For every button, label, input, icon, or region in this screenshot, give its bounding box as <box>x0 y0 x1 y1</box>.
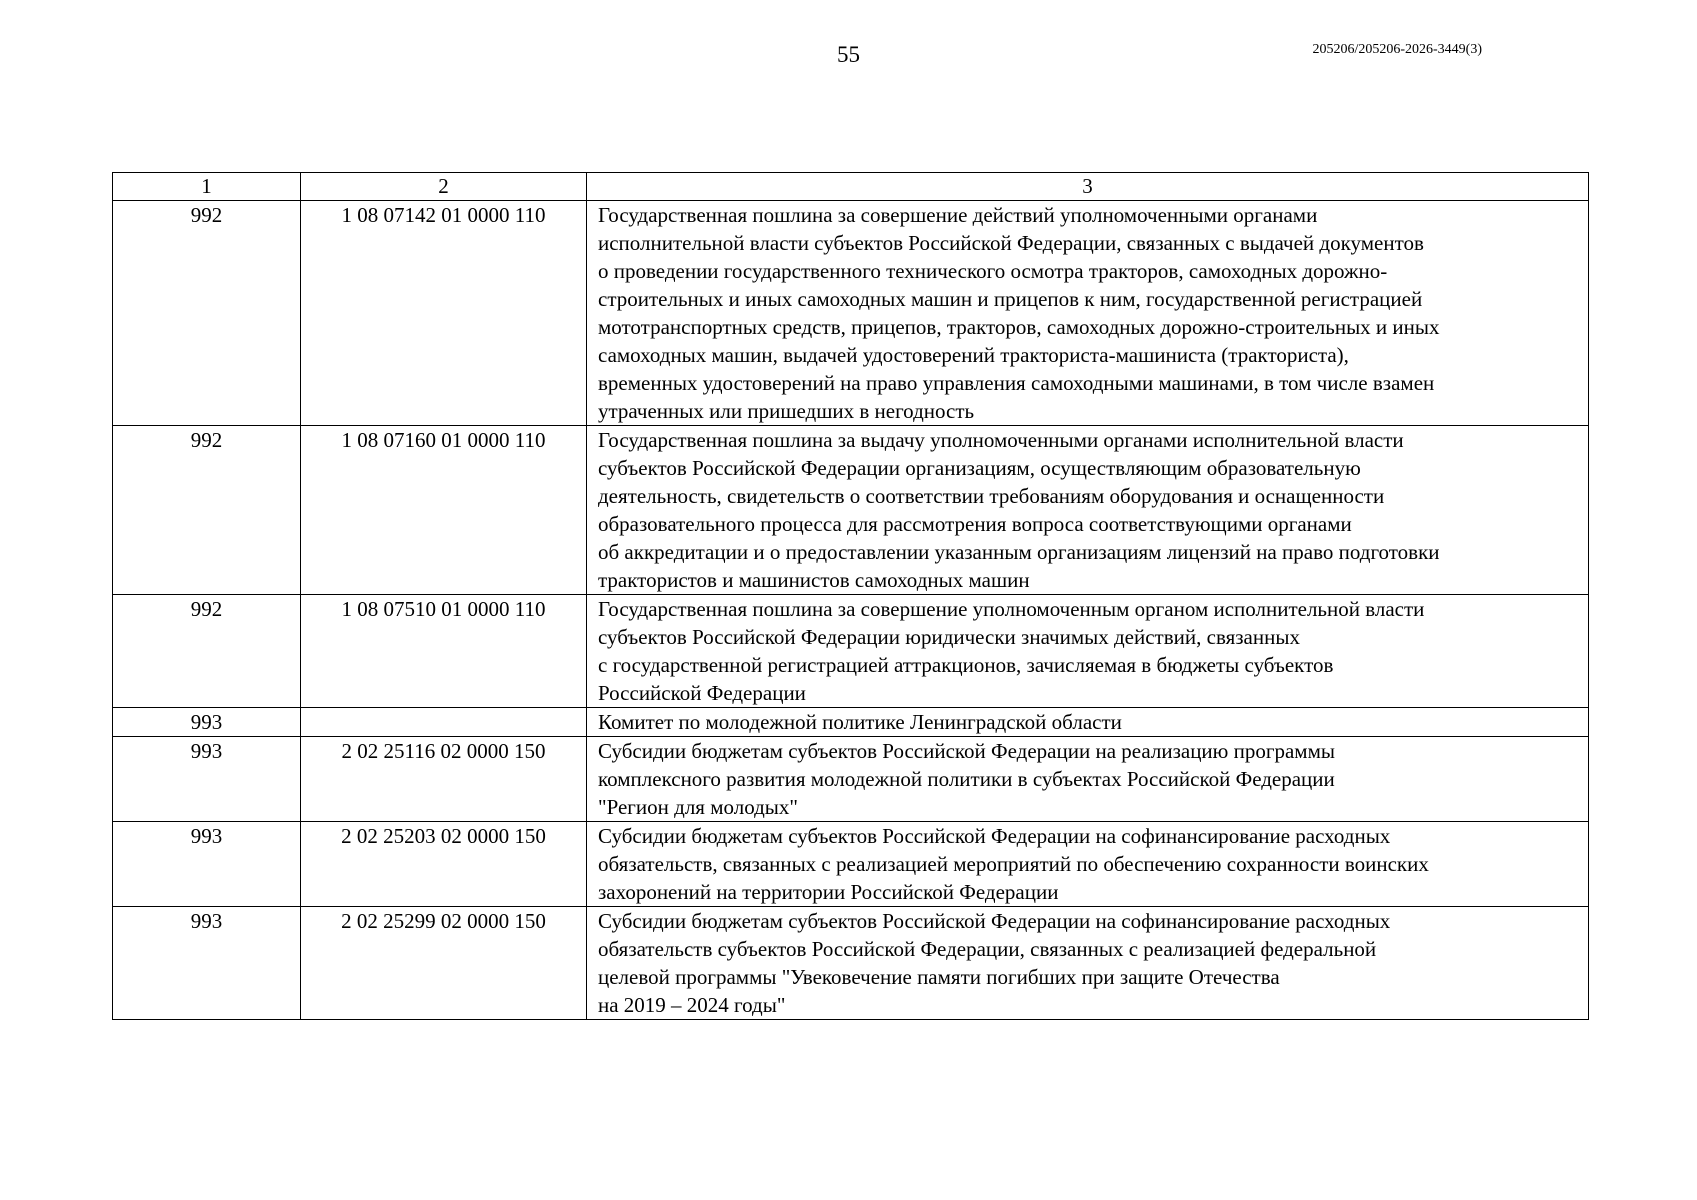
description-line: "Регион для молодых" <box>598 795 798 819</box>
description-line: обязательств субъектов Российской Федерации, связанных с реализацией федеральной <box>598 937 1377 961</box>
income-code-cell <box>301 708 587 737</box>
table-row <box>113 595 1589 708</box>
description-line: Субсидии бюджетам субъектов Российской Федерации на софинансирование расходных <box>598 824 1391 848</box>
income-code-cell: 2 02 25203 02 0000 150 <box>301 822 587 907</box>
table-row <box>113 822 1589 907</box>
budget-income-table <box>112 172 1589 1020</box>
column-header-1: 1 <box>113 173 301 201</box>
description-line: целевой программы "Увековечение памяти погибших при защите Отечества <box>598 965 1280 989</box>
table-row <box>113 708 1589 737</box>
income-description-cell <box>587 907 1589 1020</box>
description-line: захоронений на территории Российской Федерации <box>598 880 1059 904</box>
description-line: Государственная пошлина за выдачу уполномоченными органами исполнительной власти <box>598 428 1404 452</box>
admin-code-cell: 993 <box>113 708 301 737</box>
description-line: Российской Федерации <box>598 681 806 705</box>
description-line: Субсидии бюджетам субъектов Российской Федерации на реализацию программы <box>598 739 1335 763</box>
description-line: утраченных или пришедших в негодность <box>598 399 975 423</box>
table-row <box>113 201 1589 426</box>
description-line: Комитет по молодежной политике Ленинградской области <box>598 710 1122 734</box>
admin-code-cell: 992 <box>113 595 301 708</box>
description-line: мототранспортных средств, прицепов, тракторов, самоходных дорожно-строительных и иных <box>598 315 1440 339</box>
income-code-cell: 1 08 07142 01 0000 110 <box>301 201 587 426</box>
income-description-cell <box>587 426 1589 595</box>
income-code-cell: 1 08 07160 01 0000 110 <box>301 426 587 595</box>
admin-code-cell: 993 <box>113 822 301 907</box>
description-line: деятельность, свидетельств о соответствии требованиям оборудования и оснащенности <box>598 484 1385 508</box>
page-number: 55 <box>837 42 860 67</box>
income-description-cell <box>587 822 1589 907</box>
admin-code-cell: 993 <box>113 907 301 1020</box>
description-line: образовательного процесса для рассмотрения вопроса соответствующими органами <box>598 512 1352 536</box>
column-header-3: 3 <box>587 173 1589 201</box>
income-description-cell <box>587 595 1589 708</box>
description-line: с государственной регистрацией аттракционов, зачисляемая в бюджеты субъектов <box>598 653 1334 677</box>
column-header-2: 2 <box>301 173 587 201</box>
description-line: комплексного развития молодежной политики в субъектах Российской Федерации <box>598 767 1335 791</box>
income-code-cell: 1 08 07510 01 0000 110 <box>301 595 587 708</box>
income-description-cell <box>587 737 1589 822</box>
description-line: обязательств, связанных с реализацией мероприятий по обеспечению сохранности воинских <box>598 852 1429 876</box>
document-code: 205206/205206-2026-3449(3) <box>1312 42 1482 57</box>
table-row <box>113 907 1589 1020</box>
description-line: субъектов Российской Федерации юридически значимых действий, связанных <box>598 625 1300 649</box>
income-description-cell <box>587 708 1589 737</box>
description-line: трактористов и машинистов самоходных машин <box>598 568 1030 592</box>
description-line: субъектов Российской Федерации организациям, осуществляющим образовательную <box>598 456 1361 480</box>
description-line: Государственная пошлина за совершение уполномоченным органом исполнительной власти <box>598 597 1425 621</box>
income-code-cell: 2 02 25116 02 0000 150 <box>301 737 587 822</box>
description-line: на 2019 – 2024 годы" <box>598 993 786 1017</box>
income-code-cell: 2 02 25299 02 0000 150 <box>301 907 587 1020</box>
description-line: о проведении государственного технического осмотра тракторов, самоходных дорожно- <box>598 259 1388 283</box>
table-body <box>113 201 1589 1020</box>
description-line: самоходных машин, выдачей удостоверений тракториста-машиниста (тракториста), <box>598 343 1349 367</box>
description-line: об аккредитации и о предоставлении указанным организациям лицензий на право подготовки <box>598 540 1440 564</box>
description-line: Государственная пошлина за совершение действий уполномоченными органами <box>598 203 1318 227</box>
income-description-cell <box>587 201 1589 426</box>
description-line: исполнительной власти субъектов Российской Федерации, связанных с выдачей документов <box>598 231 1424 255</box>
description-line: Субсидии бюджетам субъектов Российской Федерации на софинансирование расходных <box>598 909 1391 933</box>
admin-code-cell: 992 <box>113 201 301 426</box>
table-header-row <box>113 173 1589 201</box>
admin-code-cell: 993 <box>113 737 301 822</box>
admin-code-cell: 992 <box>113 426 301 595</box>
table-row <box>113 426 1589 595</box>
table-row <box>113 737 1589 822</box>
description-line: строительных и иных самоходных машин и прицепов к ним, государственной регистрацией <box>598 287 1423 311</box>
description-line: временных удостоверений на право управления самоходными машинами, в том числе взамен <box>598 371 1435 395</box>
